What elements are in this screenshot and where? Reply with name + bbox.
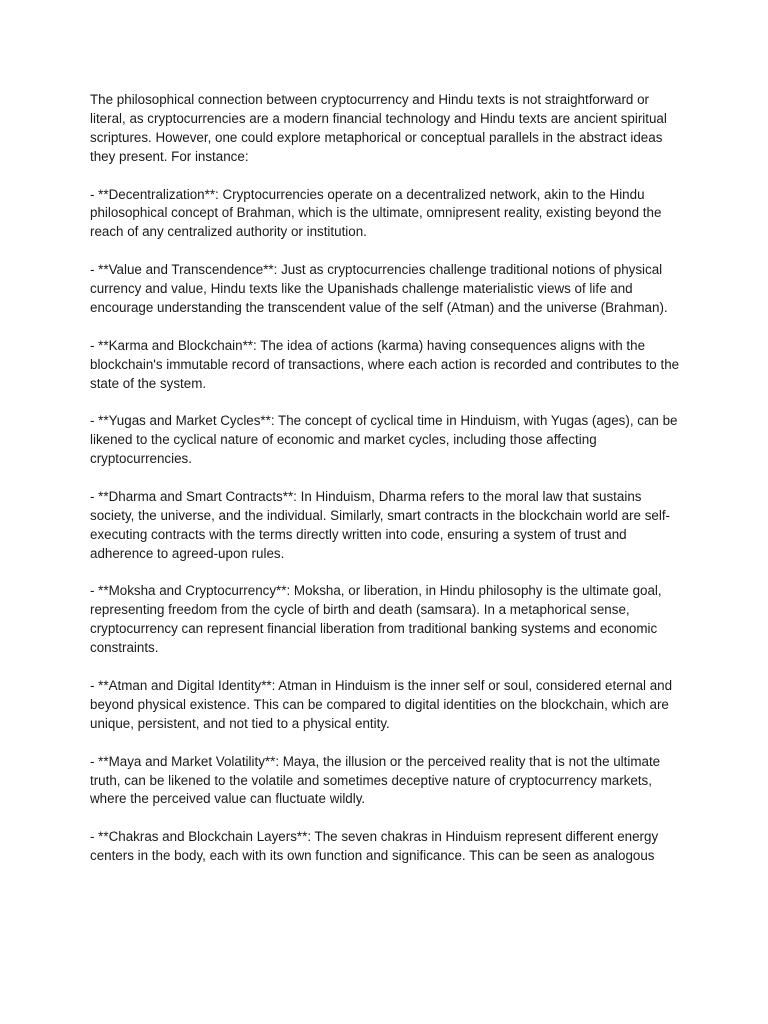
atman-digital-identity-paragraph: - **Atman and Digital Identity**: Atman in Hinduism is the inner self or soul, considered eternal and beyond physical existence. This can be compared to digital identities on the blockchain, which are unique, persistent, and not tied to a physical entity. (90, 677, 673, 731)
yugas-market-cycles-paragraph: - **Yugas and Market Cycles**: The concept of cyclical time in Hinduism, with Yugas (ages), can be likened to the cyclical nature of economic and market cycles, including those affecting cryptocurrencies. (90, 413, 678, 467)
chakras-blockchain-layers-paragraph: - **Chakras and Blockchain Layers**: The seven chakras in Hinduism represent different energy centers in the body, each with its own function and significance. This can be seen as analogous (90, 829, 659, 864)
decentralization-paragraph: - **Decentralization**: Cryptocurrencies operate on a decentralized network, akin to the Hindu philosophical concept of Brahman, which is the ultimate, omnipresent reality, existing beyond the reach of any centralized authority or institution. (90, 186, 662, 240)
intro-paragraph: The philosophical connection between cryptocurrency and Hindu texts is not straightforward or literal, as cryptocurrencies are a modern financial technology and Hindu texts are ancient spiritual scriptures. However, one could explore metaphorical or conceptual parallels in the abstract ideas they present. For instance: (90, 92, 667, 164)
document-body (90, 91, 680, 885)
value-transcendence-paragraph: - **Value and Transcendence**: Just as cryptocurrencies challenge traditional notions of physical currency and value, Hindu texts like the Upanishads challenge materialistic views of life and encourage understanding the transcendent value of the self (Atman) and the universe (Brahman). (90, 262, 668, 315)
moksha-cryptocurrency-paragraph: - **Moksha and Cryptocurrency**: Moksha, or liberation, in Hindu philosophy is the ultimate goal, representing freedom from the cycle of birth and death (samsara). In a metaphorical sense, cryptocurrency can represent financial liberation from traditional banking systems and economic constraints. (90, 583, 662, 656)
maya-market-volatility-paragraph: - **Maya and Market Volatility**: Maya, the illusion or the perceived reality that is not the ultimate truth, can be likened to the volatile and sometimes deceptive nature of cryptocurrency markets, where the perceived value can fluctuate wildly. (90, 753, 661, 807)
dharma-smart-contracts-paragraph: - **Dharma and Smart Contracts**: In Hinduism, Dharma refers to the moral law that sustains society, the universe, and the individual. Similarly, smart contracts in the blockchain world are self-executing contracts with the terms directly written into code, ensuring a system of trust and adherence to agreed-upon rules. (90, 488, 671, 561)
karma-blockchain-paragraph: - **Karma and Blockchain**: The idea of actions (karma) having consequences aligns with the blockchain's immutable record of transactions, where each action is recorded and contributes to the state of the system. (90, 337, 680, 391)
